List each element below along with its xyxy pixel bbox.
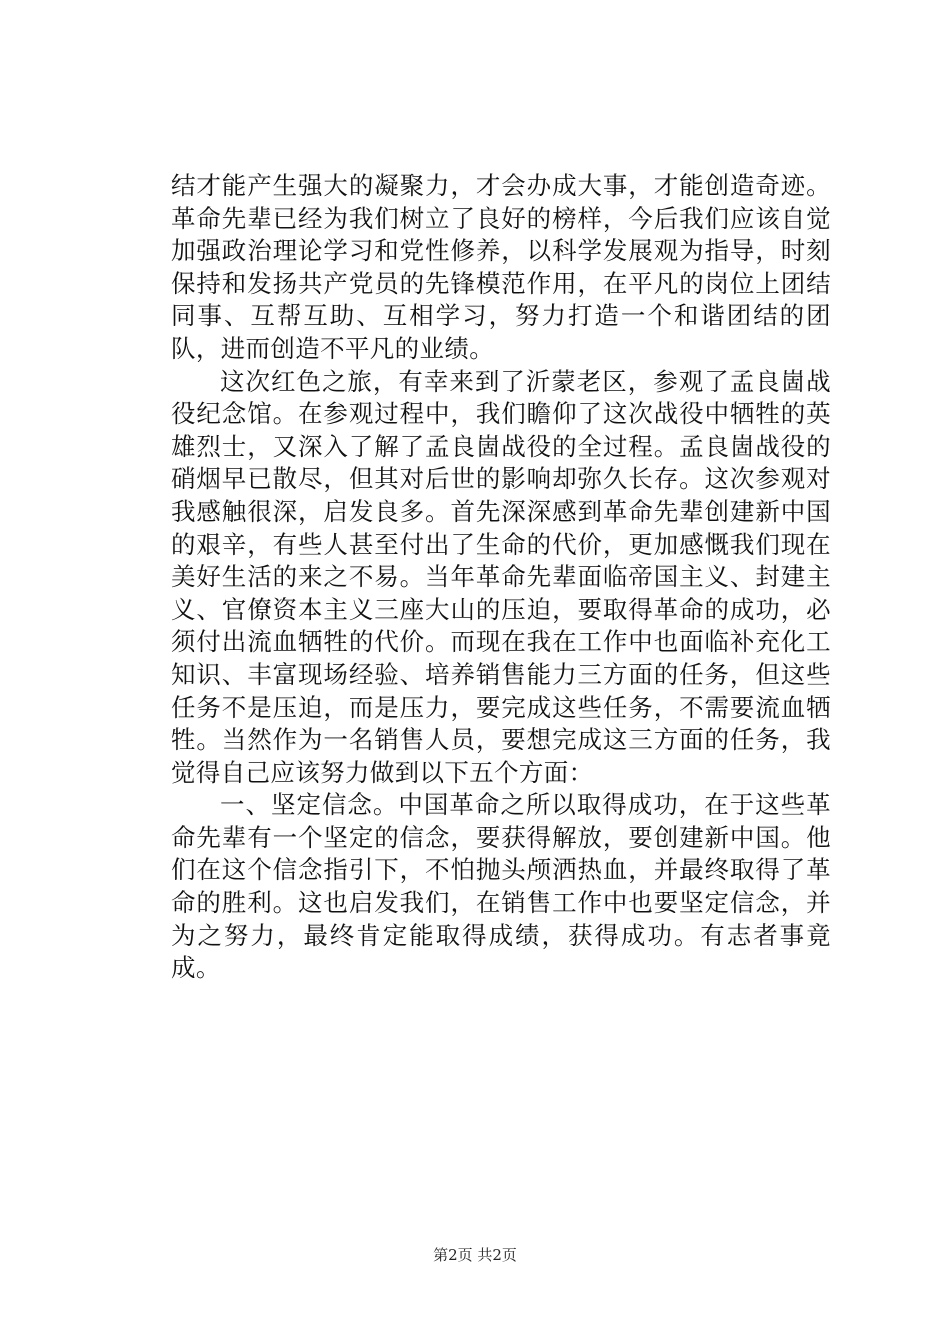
document-body [171,170,831,985]
paragraph-red-tour: 这次红色之旅，有幸来到了沂蒙老区，参观了孟良崮战役纪念馆。在参观过程中，我们瞻仰了这次战役中牺牲的英雄烈士，又深入了解了孟良崮战役的全过程。孟良崮战役的硝烟早已散尽，但其对后世的影响却弥久长存。这次参观对我感触很深，启发良多。首先深深感到革命先辈创建新中国的艰辛，有些人甚至付出了生命的代价，更加感慨我们现在美好生活的来之不易。当年革命先辈面临帝国主义、封建主义、官僚资本主义三座大山的压迫，要取得革命的成功，必须付出流血牺牲的代价。而现在我在工作中也面临补充化工知识、丰富现场经验、培养销售能力三方面的任务，但这些任务不是压迫，而是压力，要完成这些任务，不需要流血牺牲。当然作为一名销售人员，要想完成这三方面的任务，我觉得自己应该努力做到以下五个方面： [171,366,831,787]
paragraph-continuation: 结才能产生强大的凝聚力，才会办成大事，才能创造奇迹。革命先辈已经为我们树立了良好的榜样，今后我们应该自觉加强政治理论学习和党性修养，以科学发展观为指导，时刻保持和发扬共产党员的先锋模范作用，在平凡的岗位上团结同事、互帮互助、互相学习，努力打造一个和谐团结的团队，进而创造不平凡的业绩。 [171,171,831,363]
page-number-footer: 第2页 共2页 [433,1246,517,1264]
paragraph-firm-belief: 一、坚定信念。中国革命之所以取得成功，在于这些革命先辈有一个坚定的信念，要获得解放，要创建新中国。他们在这个信念指引下，不怕抛头颅洒热血，并最终取得了革命的胜利。这也启发我们，在销售工作中也要坚定信念，并为之努力，最终肯定能取得成绩，获得成功。有志者事竟成。 [171,790,831,983]
